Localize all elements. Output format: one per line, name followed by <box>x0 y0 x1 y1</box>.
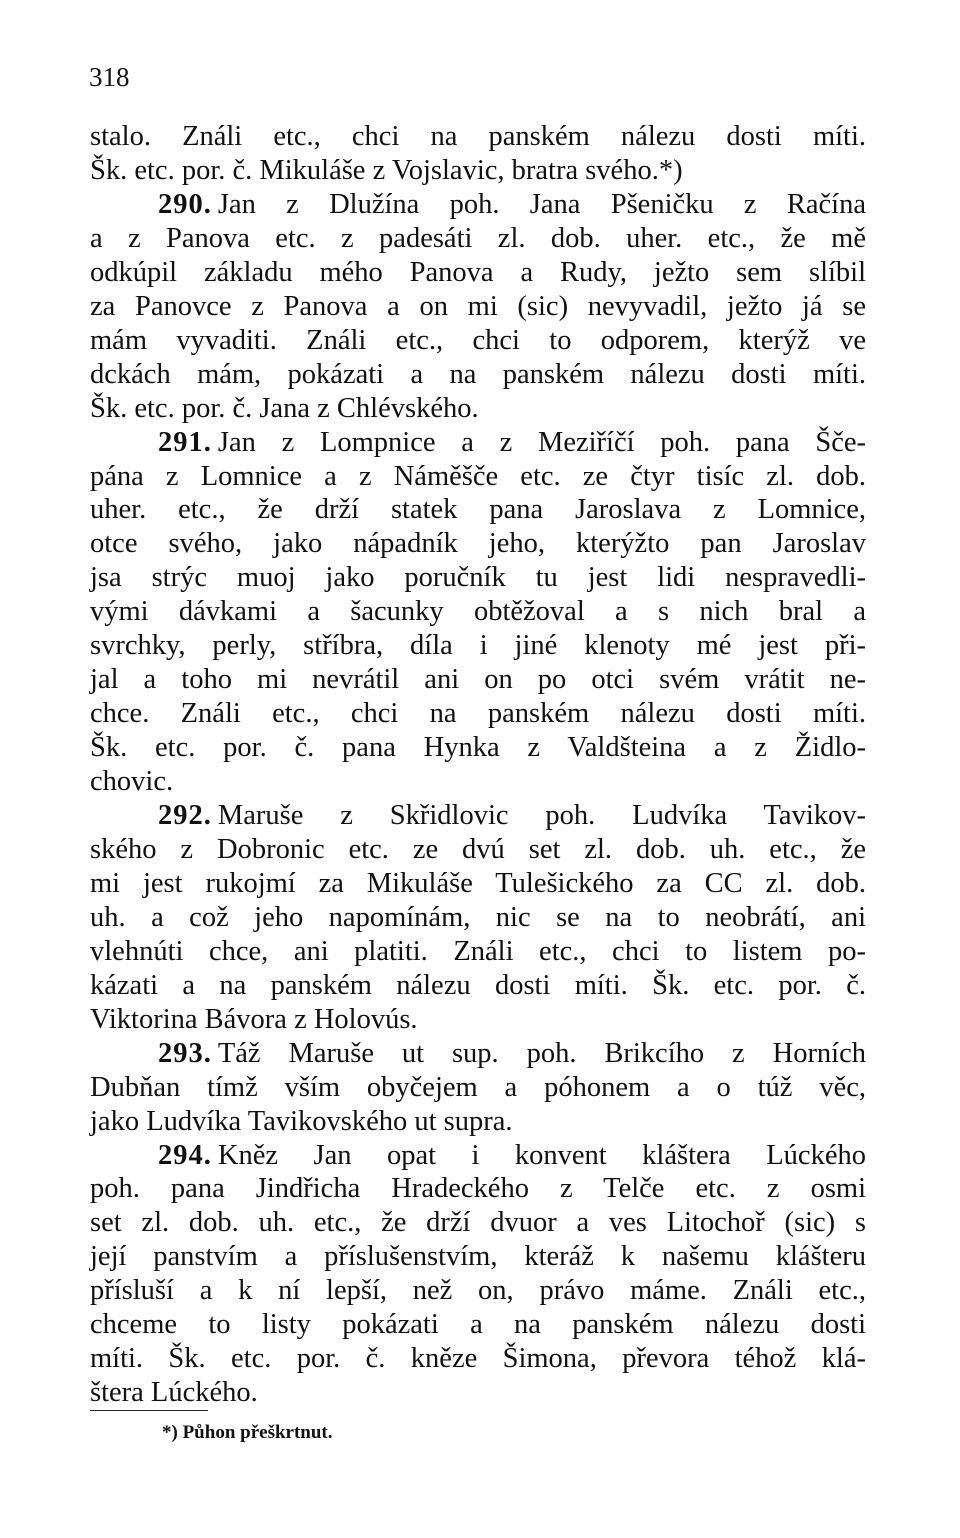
entry-heading-line <box>158 188 866 222</box>
line-text: odkúpil základu mého Panova a Rudy, ježto sem slíbil <box>90 256 866 288</box>
text-line <box>90 222 866 256</box>
text-line <box>90 1342 866 1376</box>
text-line <box>90 969 866 1003</box>
text-line <box>90 901 866 935</box>
line-text: Maruše z Skřidlovic poh. Ludvíka Tavikov- <box>217 800 866 831</box>
entry-heading-line <box>158 426 866 460</box>
line-text: svrchky, perly, stříbra, díla i jiné klenoty mé jest při- <box>90 630 866 662</box>
text-line <box>90 358 866 392</box>
line-text: chce. Ználi etc., chci na panském nálezu dosti míti. <box>90 698 866 730</box>
line-text: jal a toho mi nevrátil ani on po otci svém vrátit ne- <box>90 664 866 696</box>
line-text: Jan z Lompnice a z Meziříčí poh. pana Ščе- <box>217 426 866 458</box>
entry-number: 293. <box>158 1037 212 1069</box>
text-line <box>90 256 866 290</box>
text-line <box>90 731 866 765</box>
line-text: Kněz Jan opat i konvent kláštera Lúckého <box>217 1139 866 1171</box>
line-text: Dubňan tímž vším obyčejem a póhonem a o túž věc, <box>90 1071 866 1103</box>
line-text: dckách mám, pokázati a na panském nálezu dosti míti. <box>90 358 866 390</box>
entry-heading-line <box>158 799 866 833</box>
text-line <box>90 765 866 799</box>
text-line <box>90 527 866 561</box>
line-text: chovic. <box>90 766 174 798</box>
line-text: Šk. etc. por. č. Mikuláše z Vojslavic, bratra svého.*) <box>90 154 683 186</box>
line-text: Viktorina Bávora z Holovús. <box>90 1003 418 1035</box>
line-text: jsa strýc muoj jako poručník tu jest lidi nespravedli- <box>90 562 866 594</box>
entry-heading-line <box>158 1037 866 1071</box>
page-number: 318 <box>89 62 130 92</box>
line-text: za Panovce z Panova a on mi (sic) nevyvadil, ježto já se <box>90 290 866 322</box>
text-line <box>90 120 866 154</box>
line-text: přísluší a k ní lepší, než on, právo máme. Ználi etc., <box>90 1275 866 1307</box>
text-line <box>90 629 866 663</box>
text-line <box>90 392 866 426</box>
text-line <box>90 1240 866 1274</box>
line-text: Šk. etc. por. č. pana Hynka z Valdšteina a z Židlo- <box>90 732 866 764</box>
text-line <box>90 1274 866 1308</box>
line-text: kázati a na panském nálezu dosti míti. Šk. etc. por. č. <box>90 969 866 1001</box>
text-line <box>90 663 866 697</box>
text-line <box>90 1376 866 1410</box>
text-line <box>90 1071 866 1105</box>
text-line <box>90 324 866 358</box>
line-text: Táž Maruše ut sup. poh. Brikcího z Horních <box>217 1037 866 1069</box>
entry-heading-line <box>158 1139 866 1173</box>
footnote: *) Půhon přeškrtnut. <box>162 1422 333 1443</box>
line-text: mám vyvaditi. Ználi etc., chci to odporem, kterýž ve <box>90 324 866 356</box>
line-text: uher. etc., že drží statek pana Jaroslava z Lomnice, <box>90 494 866 526</box>
line-text: ského z Dobronic etc. ze dvú set zl. dob. uh. etc., že <box>90 833 866 865</box>
line-text: Šk. etc. por. č. Jana z Chlévského. <box>90 392 479 424</box>
text-line <box>90 1206 866 1240</box>
text-line <box>90 1172 866 1206</box>
line-text: a z Panova etc. z padesáti zl. dob. uher. etc., že mě <box>90 222 866 254</box>
line-text: Jan z Dlužína poh. Jana Pšeničku z Račína <box>217 188 866 220</box>
text-line <box>90 595 866 629</box>
line-text: stalo. Ználi etc., chci na panském nálezu dosti míti. <box>90 121 866 152</box>
entry-number: 290. <box>158 188 212 220</box>
line-text: mi jest rukojmí za Mikuláše Tulešického za CC zl. dob. <box>90 867 866 899</box>
text-line <box>90 290 866 324</box>
line-text: chceme to listy pokázati a na panském nálezu dosti <box>90 1309 866 1341</box>
line-text: otce svého, jako nápadník jeho, kterýžto pan Jaroslav <box>90 528 866 560</box>
entry-number: 292. <box>158 800 212 831</box>
line-text: pána z Lomnice a z Náměšče etc. ze čtyr tisíc zl. dob. <box>90 460 866 492</box>
text-line <box>90 493 866 527</box>
text-line <box>90 561 866 595</box>
line-text: vými dávkami a šacunky obtěžoval a s nich bral a <box>90 596 866 628</box>
line-text: její panstvím a příslušenstvím, kteráž k našemu klášteru <box>90 1241 866 1273</box>
text-line <box>90 833 866 867</box>
text-line <box>90 935 866 969</box>
text-line <box>90 1003 866 1037</box>
line-text: set zl. dob. uh. etc., že drží dvuor a ves Litochoř (sic) s <box>90 1207 866 1239</box>
text-line <box>90 1308 866 1342</box>
line-text: míti. Šk. etc. por. č. kněze Šimona, převora téhož klá- <box>90 1343 866 1375</box>
line-text: uh. a což jeho napomínám, nic se na to neobrátí, ani <box>90 901 866 933</box>
line-text: jako Ludvíka Tavikovského ut supra. <box>90 1105 513 1137</box>
text-line <box>90 154 866 188</box>
line-text: štera Lúckého. <box>90 1377 258 1409</box>
text-line <box>90 697 866 731</box>
text-line <box>90 867 866 901</box>
entry-number: 294. <box>158 1139 212 1171</box>
entry-number: 291. <box>158 426 212 458</box>
line-text: vlehnúti chce, ani platiti. Ználi etc., chci to listem po- <box>90 935 866 967</box>
text-line <box>90 460 866 494</box>
footnote-rule <box>90 1410 208 1411</box>
line-text: poh. pana Jindřicha Hradeckého z Telče etc. z osmi <box>90 1173 866 1205</box>
text-line <box>90 1105 866 1139</box>
